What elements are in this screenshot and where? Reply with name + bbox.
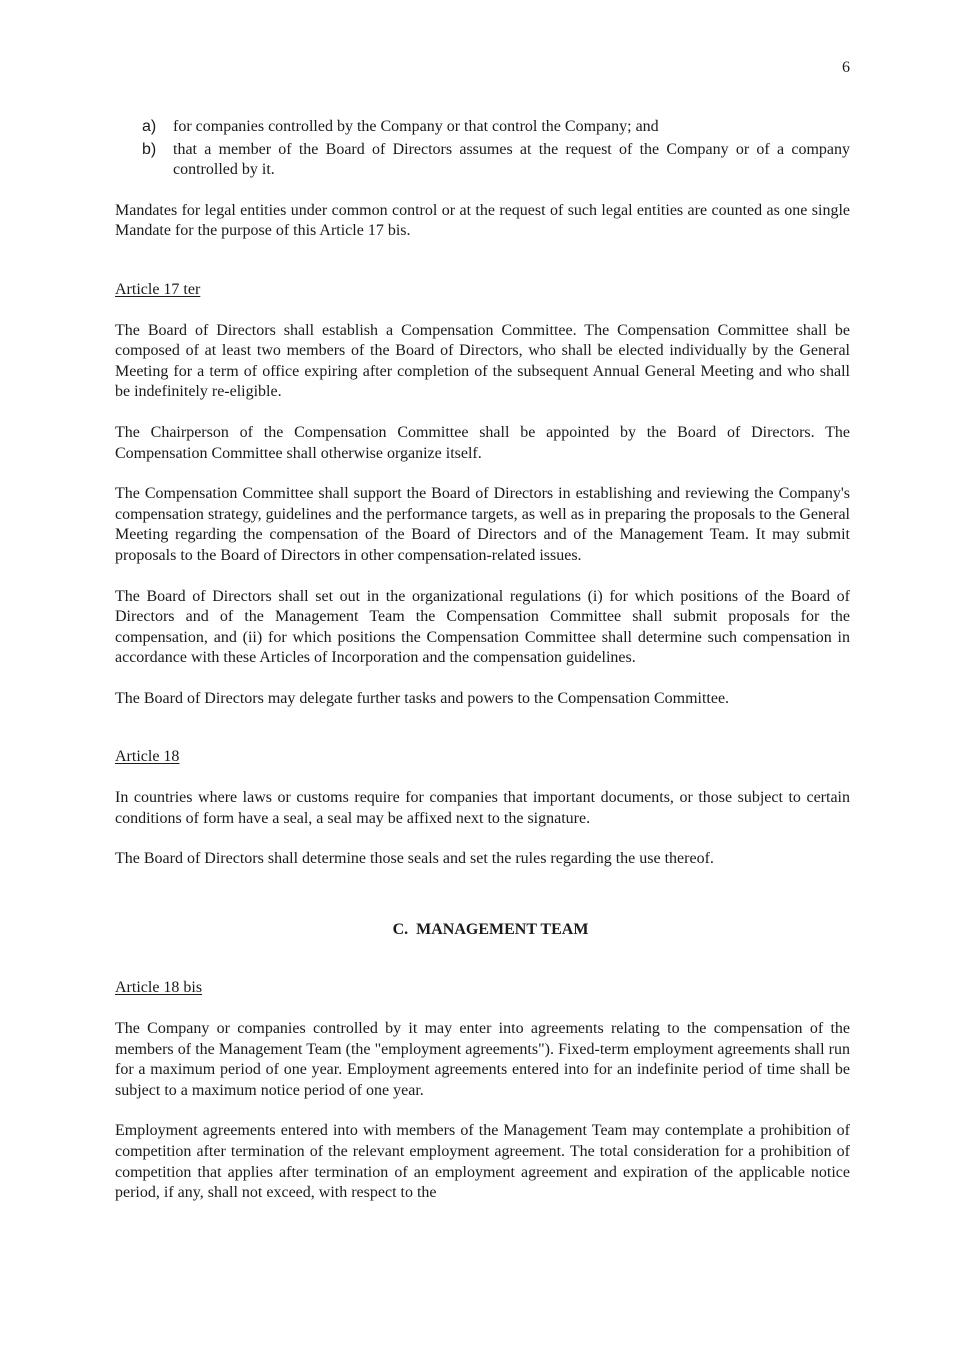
paragraph: Employment agreements entered into with members of the Management Team may contemplate a prohibition of competition after termination of the relevant employment agreement. The total consideration for a prohibition of competition that applies after termination of an employment agreement and expiration of the applicable notice period, if any, shall not exceed, with respect to the	[115, 1122, 850, 1202]
paragraph: The Board of Directors shall establish a Compensation Committee. The Compensation Committee shall be composed of at least two members of the Board of Directors, who shall be elected individually by the General Meeting for a term of office expiring after completion of the subsequent Annual General Meeting and who shall be indefinitely re-eligible.	[115, 321, 850, 401]
paragraph: In countries where laws or customs require for companies that important documents, or those subject to certain conditions of form have a seal, a seal may be affixed next to the signature.	[115, 789, 850, 827]
paragraph: The Compensation Committee shall support the Board of Directors in establishing and reviewing the Company's compensation strategy, guidelines and the performance targets, as well as in preparing the proposals to the General Meeting regarding the compensation of the Board of Directors and of the Management Team. It may submit proposals to the Board of Directors in other compensation-related issues.	[115, 485, 850, 564]
paragraph: The Board of Directors shall determine those seals and set the rules regarding the use thereof.	[115, 850, 714, 868]
heading-article-18: Article 18	[115, 748, 180, 766]
paragraph-mandates: Mandates for legal entities under common control or at the request of such legal entities are counted as one single Mandate for the purpose of this Article 17 bis.	[115, 201, 850, 240]
paragraph: The Company or companies controlled by it may enter into agreements relating to the compensation of the members of the Management Team (the "employment agreements"). Fixed-term employment agreements shall run for a maximum period of one year. Employment agreements entered into for an indefinite period of time shall be subject to a maximum notice period of one year.	[115, 1020, 850, 1099]
mandate-list	[115, 117, 850, 181]
page-number: 6	[842, 59, 850, 76]
paragraph: The Board of Directors shall set out in the organizational regulations (i) for which positions of the Board of Directors and of the Management Team the Compensation Committee shall submit proposals for the compensation, and (ii) for which positions the Compensation Committee shall determine such compensation in accordance with these Articles of Incorporation and the compensation guidelines.	[115, 587, 850, 667]
paragraph: The Board of Directors may delegate further tasks and powers to the Compensation Committee.	[115, 689, 730, 707]
list-item-text: that a member of the Board of Directors assumes at the request of the Company or of a company controlled by it.	[173, 140, 850, 179]
paragraph: The Chairperson of the Compensation Committee shall be appointed by the Board of Directors. The Compensation Committee shall otherwise organize itself.	[115, 423, 850, 462]
list-item	[115, 117, 850, 138]
section-title-management-team: C. MANAGEMENT TEAM	[392, 920, 589, 938]
list-marker: a)	[142, 118, 157, 135]
list-marker: b)	[142, 140, 157, 158]
heading-article-18-bis: Article 18 bis	[115, 979, 203, 997]
list-item-text: for companies controlled by the Company or that control the Company; and	[173, 118, 659, 135]
list-item	[115, 140, 850, 181]
document-body	[115, 117, 850, 1204]
heading-article-17-ter: Article 17 ter	[115, 280, 201, 298]
